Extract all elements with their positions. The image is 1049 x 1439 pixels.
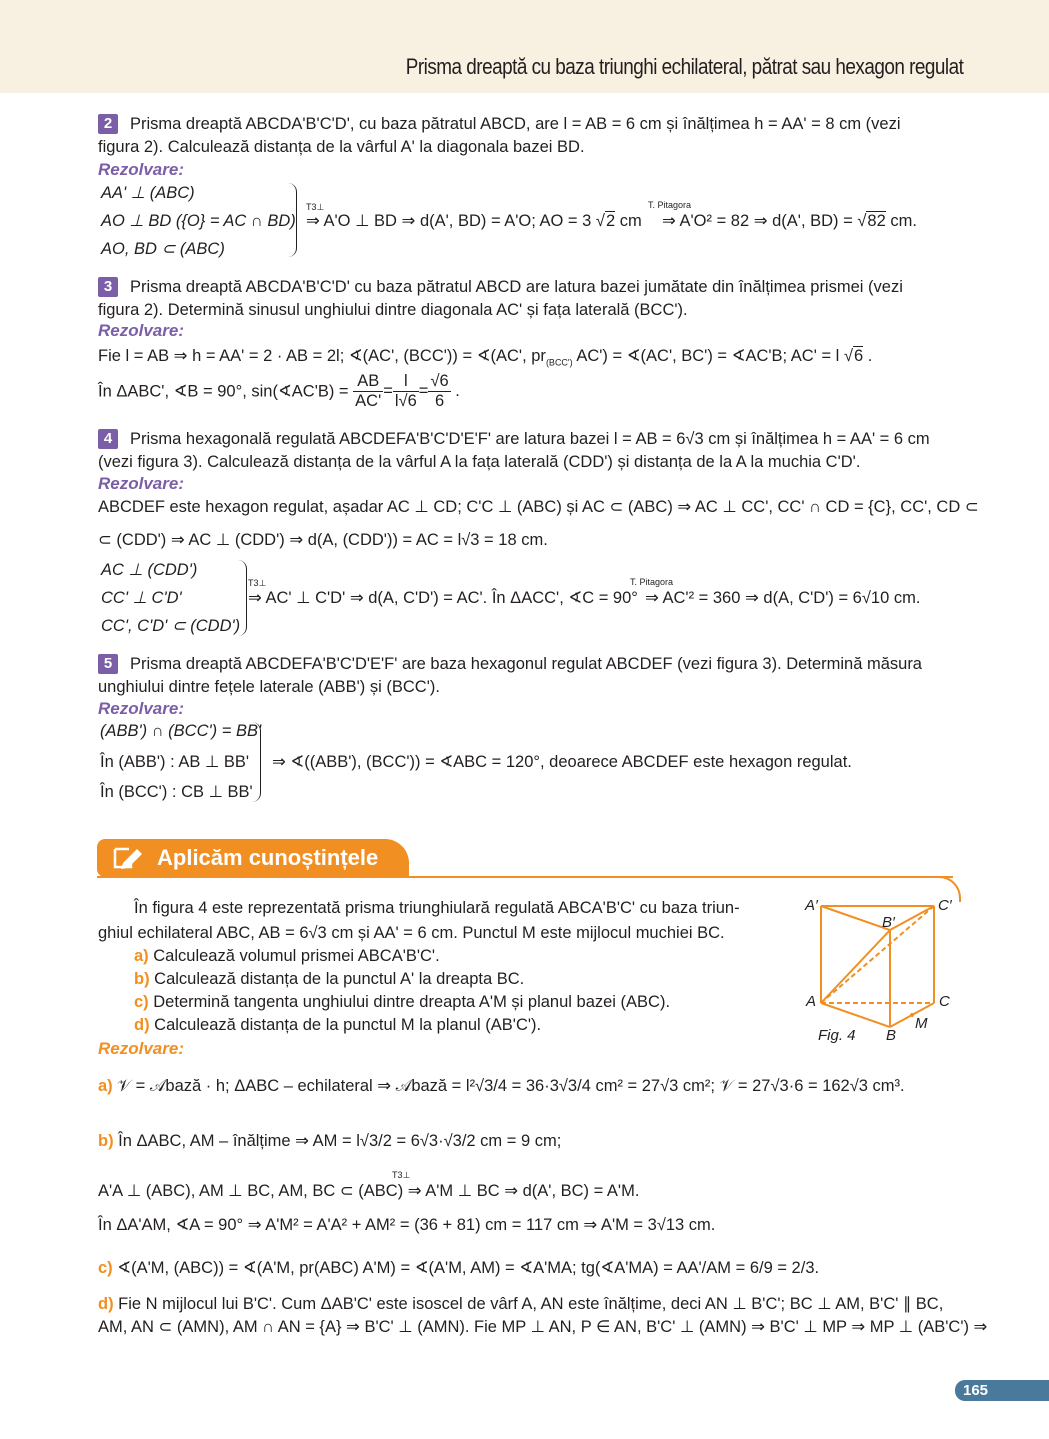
problem-4-statement bbox=[98, 428, 954, 474]
fraction bbox=[428, 372, 450, 411]
solution-b3: În ΔA'AM, ∢A = 90° ⇒ A'M² = A'A² + AM² = (36 + 81) cm = 117 cm ⇒ A'M = 3√13 cm. bbox=[98, 1216, 716, 1234]
task-letter: b) bbox=[134, 970, 150, 988]
solution-text: Fie N mijlocul lui B'C'. Cum ΔAB'C' este isoscel de vârf A, AN este înălțime, deci AN ⊥ B'C'; BC ⊥ AM, B'C' ∥ BC, bbox=[118, 1295, 944, 1313]
task-text: Calculează distanța de la punctul M la planul (AB'C'). bbox=[154, 1016, 542, 1034]
solution-label: Rezolvare: bbox=[98, 699, 184, 718]
solution-text: ∢(A'M, (ABC)) = ∢(A'M, pr(ABC) A'M) = ∢(A'M, AM) = ∢A'MA; tg(∢A'MA) = AA'/AM = 6/9 = 2/3. bbox=[117, 1259, 820, 1277]
problem-2-statement bbox=[98, 113, 954, 159]
point-m bbox=[910, 1013, 914, 1017]
conclusion-text: ⇒ A'O² = 82 ⇒ d(A', BD) = bbox=[662, 212, 853, 230]
solution-label: Rezolvare: bbox=[98, 474, 184, 493]
system-brace bbox=[238, 560, 247, 636]
label-c: C bbox=[939, 993, 950, 1010]
solution-b1 bbox=[98, 1131, 561, 1151]
statement-line: figura 2). Determină sinusul unghiului dintre diagonala AC' și fața laterală (BCC'). bbox=[98, 301, 688, 319]
label-m: M bbox=[915, 1015, 928, 1032]
solution-line: În ΔABC', ∢B = 90°, sin(∢AC'B) = $\frac{AB}{AC'}$ = $\frac{l}{l√6}$ = $\frac{√6}{6}$ . bbox=[98, 372, 460, 410]
system-line: În (BCC') : CB ⊥ BB' bbox=[100, 783, 253, 801]
theorem-label: T3⊥ bbox=[392, 1170, 411, 1180]
fraction bbox=[353, 372, 383, 411]
statement-line: (vezi figura 3). Calculează distanța de la vârful A la fața laterală (CDD') și distanța de la A la muchia C'D'. bbox=[98, 453, 861, 471]
statement-line: Prisma dreaptă ABCDA'B'C'D' cu baza pătratul ABCD are latura bazei jumătate din înălțimea prismei (vezi bbox=[130, 278, 903, 296]
fraction bbox=[393, 372, 419, 411]
system-line: CC' ⊥ C'D' bbox=[101, 589, 182, 607]
numerator: √6 bbox=[430, 372, 449, 390]
problem-number-badge: 2 bbox=[98, 114, 118, 134]
solution-letter: b) bbox=[98, 1132, 114, 1150]
sqrt-value: 82 bbox=[867, 212, 886, 230]
solution-letter: a) bbox=[98, 1077, 113, 1095]
solution-line: ⊂ (CDD') ⇒ AC ⊥ (CDD') ⇒ d(A, (CDD')) = AC = l√3 = 18 cm. bbox=[98, 531, 548, 549]
solution-text: 𝒱 = 𝒜bază · h; ΔABC – echilateral ⇒ 𝒜bază = l²√3/4 = 36·3√3/4 cm² = 27√3 cm²; 𝒱 = 27√3·6 = 162√3 cm³. bbox=[117, 1077, 905, 1095]
solution-letter: c) bbox=[98, 1259, 113, 1277]
solution-d1 bbox=[98, 1294, 943, 1314]
statement-line: Prisma dreaptă ABCDEFA'B'C'D'E'F' are baza hexagonul regulat ABCDEF (vezi figura 3). Determină măsura bbox=[130, 655, 922, 673]
figure-4-prism bbox=[800, 895, 960, 1045]
label-c-prime: C′ bbox=[938, 897, 952, 914]
task-d bbox=[134, 1016, 541, 1035]
conclusion-line: ⇒ AC'² = 360 ⇒ d(A, C'D') = 6√10 cm. bbox=[645, 589, 921, 607]
task-b bbox=[134, 970, 524, 989]
edge-a-b-prime bbox=[821, 930, 890, 1003]
problem-number-badge: 4 bbox=[98, 429, 118, 449]
conclusion-text: ⇒ A'O ⊥ BD ⇒ d(A', BD) = A'O; AO = 3 bbox=[306, 212, 592, 230]
system-line: CC', C'D' ⊂ (CDD') bbox=[101, 617, 241, 635]
problem-5-statement bbox=[98, 653, 954, 699]
solution-text: În ΔABC, AM – înălțime ⇒ AM = l√3/2 = 6√3·√3/2 cm = 9 cm; bbox=[118, 1132, 562, 1150]
label-b-prime: B′ bbox=[882, 914, 895, 931]
solution-text: În ΔABC', ∢B = 90°, sin(∢AC'B) = bbox=[98, 382, 349, 401]
pen-icon bbox=[111, 845, 145, 871]
section-banner bbox=[97, 839, 409, 877]
system-line: (ABB') ∩ (BCC') = BB' bbox=[100, 722, 262, 740]
statement-line: figura 2). Calculează distanța de la vârful A' la diagonala bazei BD. bbox=[98, 138, 585, 156]
page-header bbox=[0, 0, 1049, 93]
task-a bbox=[134, 947, 440, 966]
solution-c bbox=[98, 1258, 819, 1278]
solution-a bbox=[98, 1076, 905, 1096]
numerator: l bbox=[393, 372, 419, 392]
page-number: 165 bbox=[955, 1380, 1049, 1401]
conclusion-line: ⇒ ∢((ABB'), (BCC')) = ∢ABC = 120°, deoarece ABCDEF este hexagon regulat. bbox=[272, 753, 852, 771]
edge-a-c-prime-hidden bbox=[821, 906, 934, 1003]
problem-3-statement bbox=[98, 276, 954, 322]
solution-text: Fie l = AB ⇒ h = AA' = 2 · AB = 2l; ∢(AC', (BCC')) = ∢(AC', pr bbox=[98, 347, 546, 365]
task-c bbox=[134, 993, 670, 1012]
conclusion-line: ⇒ A'O ⊥ BD ⇒ d(A', BD) = A'O; AO = 3 √2 cm bbox=[306, 212, 642, 230]
problem-number-badge: 5 bbox=[98, 654, 118, 674]
solution-b2: A'A ⊥ (ABC), AM ⊥ BC, AM, BC ⊂ (ABC) ⇒ A'M ⊥ BC ⇒ d(A', BC) = A'M. bbox=[98, 1182, 640, 1200]
figure-caption: Fig. 4 bbox=[818, 1027, 856, 1044]
system-line: AA' ⊥ (ABC) bbox=[101, 184, 195, 202]
conclusion-line: ⇒ A'O² = 82 ⇒ d(A', BD) = √82 cm. bbox=[662, 212, 917, 230]
task-text: Calculează distanța de la punctul A' la dreapta BC. bbox=[154, 970, 525, 988]
edge-a-prime-b-prime bbox=[821, 906, 890, 930]
sqrt-value: 6 bbox=[854, 347, 864, 365]
denominator: l√6 bbox=[394, 392, 417, 410]
statement-line: Prisma dreaptă ABCDA'B'C'D', cu baza pătratul ABCD, are l = AB = 6 cm și înălțimea h = AA' = 8 cm (vezi bbox=[130, 115, 901, 133]
label-b: B bbox=[886, 1027, 897, 1044]
system-line: În (ABB') : AB ⊥ BB' bbox=[100, 753, 250, 771]
system-line: AC ⊥ (CDD') bbox=[101, 561, 198, 579]
intro-line: ghiul echilateral ABC, AB = 6√3 cm și AA' = 6 cm. Punctul M este mijlocul muchiei BC. bbox=[98, 924, 725, 942]
solution-label: Rezolvare: bbox=[98, 160, 184, 179]
section-title: Aplicăm cunoștințele bbox=[157, 845, 379, 870]
chapter-title: Prisma dreaptă cu baza triunghi echilateral, pătrat sau hexagon regulat bbox=[405, 54, 963, 79]
problem-number-badge: 3 bbox=[98, 277, 118, 297]
label-a-prime: A′ bbox=[805, 897, 818, 914]
theorem-label: T3⊥ bbox=[306, 202, 325, 212]
task-text: Calculează volumul prismei ABCA'B'C'. bbox=[153, 947, 440, 965]
unit: cm bbox=[619, 212, 642, 230]
intro-line: În figura 4 este reprezentată prisma triunghiulară regulată ABCA'B'C' cu baza triun- bbox=[134, 899, 740, 917]
unit: cm. bbox=[890, 212, 917, 230]
statement-line: unghiului dintre fețele laterale (ABB') și (BCC'). bbox=[98, 678, 440, 696]
solution-label: Rezolvare: bbox=[98, 321, 184, 340]
solution-label: Rezolvare: bbox=[98, 1039, 184, 1058]
solution-text: AC') = ∢(AC', BC') = ∢AC'B; AC' = l bbox=[572, 347, 840, 365]
denominator: 6 bbox=[434, 392, 445, 410]
theorem-label: T. Pitagora bbox=[630, 577, 674, 587]
subscript: (BCC') bbox=[545, 357, 573, 368]
statement-line: Prisma hexagonală regulată ABCDEFA'B'C'D'E'F' are latura bazei l = AB = 6√3 cm și înălțimea h = AA' = 6 cm bbox=[130, 430, 930, 448]
task-text: Determină tangenta unghiului dintre dreapta A'M și planul bazei (ABC). bbox=[153, 993, 671, 1011]
denominator: AC' bbox=[355, 392, 382, 410]
solution-line: ABCDEF este hexagon regulat, așadar AC ⊥ CD; C'C ⊥ (ABC) și AC ⊂ (ABC) ⇒ AC ⊥ CC', CC' ∩ CD = {C}, CC', CD ⊂ bbox=[98, 498, 979, 516]
task-letter: a) bbox=[134, 947, 149, 965]
task-letter: c) bbox=[134, 993, 149, 1011]
system-line: AO, BD ⊂ (ABC) bbox=[101, 240, 225, 258]
solution-d2: AM, AN ⊂ (AMN), AM ∩ AN = {A} ⇒ B'C' ⊥ (AMN). Fie MP ⊥ AN, P ∈ AN, B'C' ⊥ (AMN) ⇒ B'C' ⊥ MP ⇒ MP ⊥ (AB'C') ⇒ bbox=[98, 1318, 988, 1336]
numerator: AB bbox=[353, 372, 383, 392]
solution-letter: d) bbox=[98, 1295, 114, 1313]
edge-a-b bbox=[821, 1003, 890, 1027]
task-letter: d) bbox=[134, 1016, 150, 1034]
conclusion-line: ⇒ AC' ⊥ C'D' ⇒ d(A, C'D') = AC'. În ΔACC', ∢C = 90° bbox=[248, 589, 638, 607]
system-brace bbox=[288, 183, 297, 257]
system-line: AO ⊥ BD ({O} = AC ∩ BD) bbox=[101, 212, 296, 230]
label-a: A bbox=[806, 993, 817, 1010]
sqrt-value: 2 bbox=[605, 212, 616, 230]
theorem-label: T3⊥ bbox=[248, 578, 267, 588]
theorem-label: T. Pitagora bbox=[648, 200, 692, 210]
edge-b-prime-c-prime bbox=[890, 906, 934, 930]
solution-line: Fie l = AB ⇒ h = AA' = 2 · AB = 2l; ∢(AC', (BCC')) = ∢(AC', $pr_{(BCC')}$ AC') = ∢(AC', BC') = ∢AC'B; AC' = l √6 . bbox=[98, 347, 873, 368]
system-brace bbox=[252, 722, 261, 802]
banner-underline bbox=[97, 876, 953, 878]
